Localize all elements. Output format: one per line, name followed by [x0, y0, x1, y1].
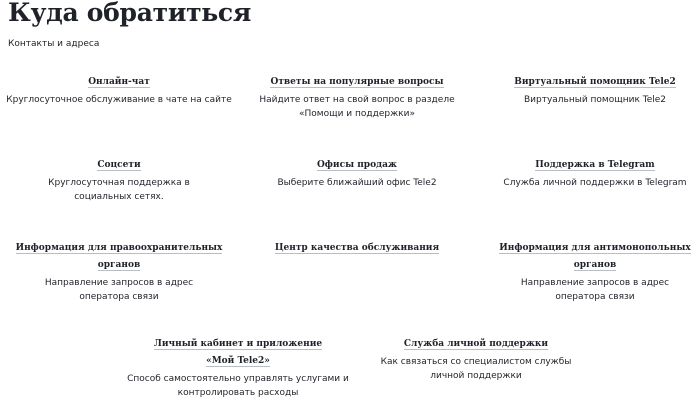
page-subtitle: Контакты и адреса	[8, 39, 100, 49]
card-title-link[interactable]: Личный кабинет и приложение «Мой Tele2»	[153, 339, 323, 366]
card-title-link[interactable]: Информация для антимонопольных органов	[499, 243, 691, 270]
card-description: Как связаться со специалистом службы личной поддержки	[380, 357, 572, 381]
card-description: Направление запросов в адрес оператора связи	[520, 278, 670, 302]
card-my-tele2-app	[127, 334, 349, 400]
card-title-link[interactable]: Служба личной поддержки	[403, 339, 549, 349]
card-service-quality-center	[246, 238, 468, 255]
card-faq	[246, 72, 468, 121]
card-title-link[interactable]: Ответы на популярные вопросы	[270, 77, 444, 87]
card-title-link[interactable]: Соцсети	[97, 160, 141, 170]
card-social	[8, 155, 230, 204]
card-description: Выберите ближайший офис Tele2	[277, 178, 437, 188]
card-online-chat	[4, 72, 234, 107]
card-title-link[interactable]: Офисы продаж	[316, 160, 398, 170]
card-title-link[interactable]: Виртуальный помощник Tele2	[514, 77, 676, 87]
card-title-link[interactable]: Информация для правоохранительных органов	[15, 243, 223, 270]
card-telegram-support	[484, 155, 700, 190]
card-description: Виртуальный помощник Tele2	[523, 95, 667, 105]
card-description: Способ самостоятельно управлять услугами и контролировать расходы	[127, 374, 349, 398]
card-description: Направление запросов в адрес оператора связи	[44, 278, 194, 302]
card-antimonopoly	[484, 238, 700, 304]
page-title: Куда обратиться	[8, 0, 252, 27]
card-description: Найдите ответ на свой вопрос в разделе «Помощи и поддержки»	[259, 95, 455, 119]
card-law-enforcement	[8, 238, 230, 304]
card-description: Служба личной поддержки в Telegram	[503, 178, 687, 188]
card-title-link[interactable]: Центр качества обслуживания	[274, 243, 440, 253]
card-title-link[interactable]: Поддержка в Telegram	[535, 160, 655, 170]
card-virtual-assistant	[484, 72, 700, 107]
card-personal-support	[365, 334, 587, 383]
card-sales-offices	[246, 155, 468, 190]
card-description: Круглосуточное обслуживание в чате на сайте	[6, 95, 232, 105]
card-title-link[interactable]: Онлайн-чат	[88, 77, 150, 87]
card-description: Круглосуточная поддержка в социальных сетях.	[48, 178, 190, 202]
